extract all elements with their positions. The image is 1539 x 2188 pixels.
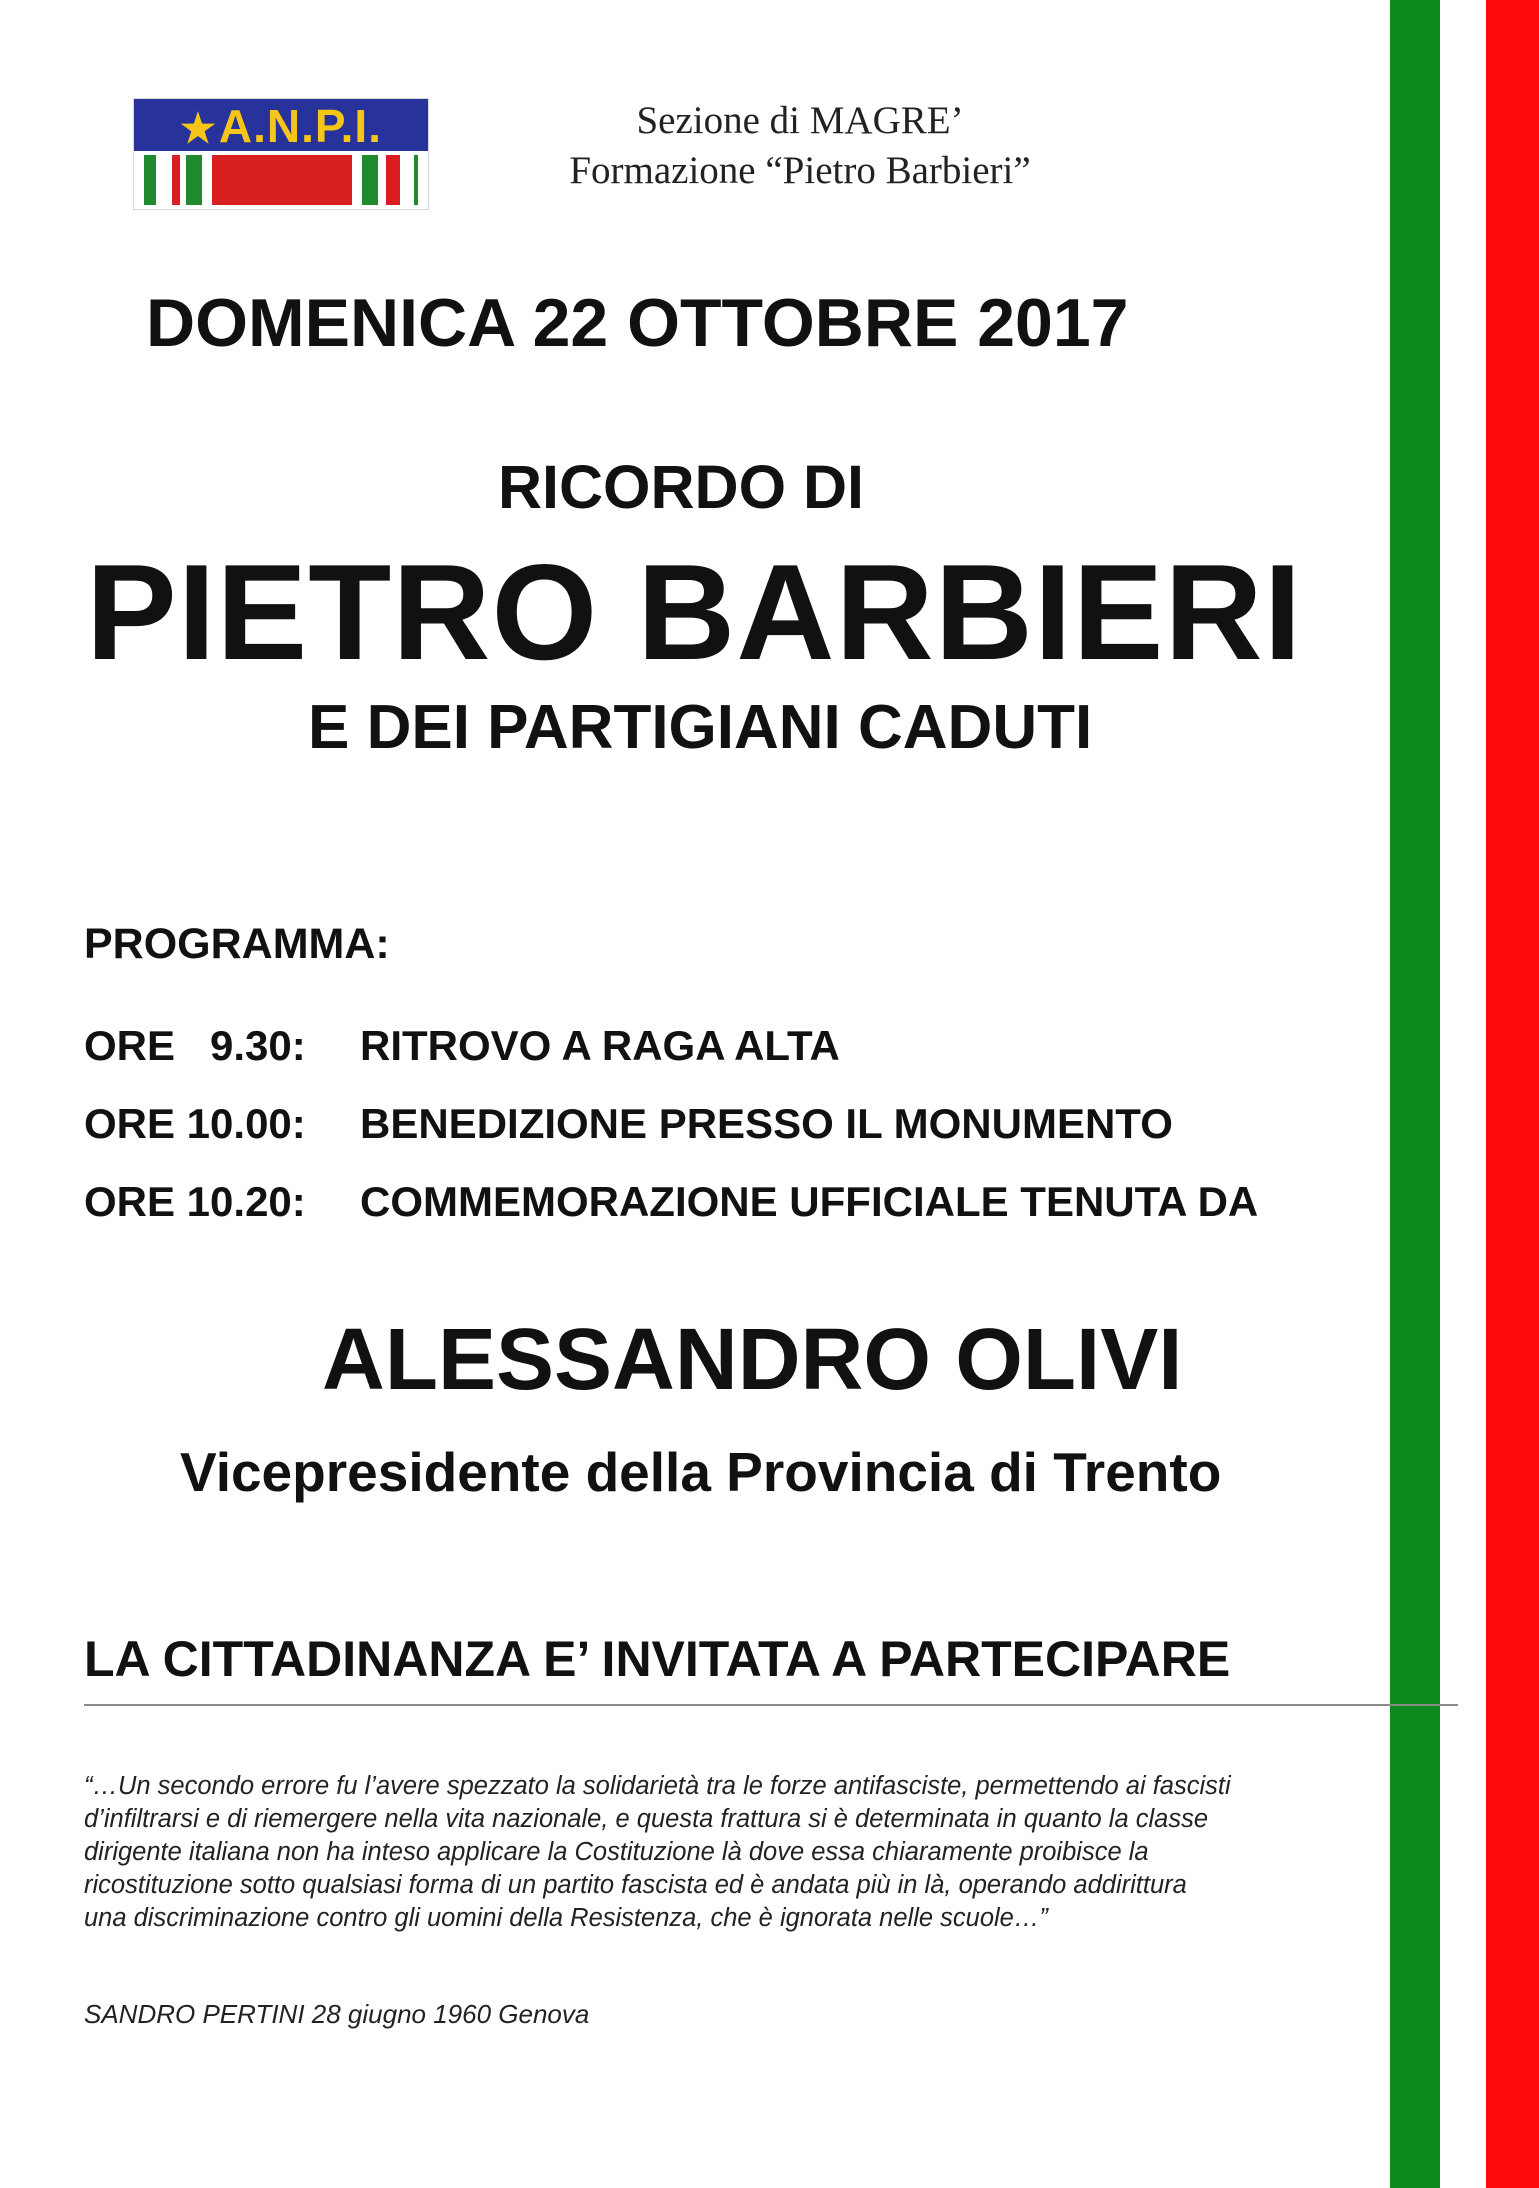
tricolore-red-stripe <box>1486 0 1539 2188</box>
quote-block <box>84 1770 1374 1935</box>
quote-line: d’infiltrarsi e di riemergere nella vita nazionale, e questa frattura si è determinata in quanto la classe <box>84 1805 1209 1833</box>
program-item-time: ORE 9.30: <box>84 1022 306 1069</box>
anpi-logo-label: A.N.P.I. <box>218 100 382 152</box>
quote-line: una discriminazione contro gli uomini della Resistenza, che è ignorata nelle scuole…” <box>84 1904 1048 1932</box>
program-heading: PROGRAMMA: <box>84 920 390 968</box>
quote-line: “…Un secondo errore fu l’avere spezzato la solidarietà tra le forze antifasciste, permettendo ai fascisti <box>84 1772 1231 1800</box>
divider <box>84 1704 1458 1706</box>
star-icon: ★ <box>180 107 217 151</box>
section-name: Sezione di MAGRE’ <box>636 99 964 142</box>
speaker-name: ALESSANDRO OLIVI <box>322 1311 1183 1408</box>
program-item-time: ORE 10.20: <box>84 1178 306 1225</box>
program-item <box>84 1178 1258 1226</box>
formation-name: Formazione “Pietro Barbieri” <box>569 149 1031 192</box>
quote-line: dirigente italiana non ha inteso applicare la Costituzione là dove essa chiaramente proibisce la <box>84 1838 1149 1866</box>
program-item-time: ORE 10.00: <box>84 1100 306 1147</box>
anpi-logo-text <box>134 101 428 151</box>
event-ricordo: RICORDO DI <box>498 453 864 521</box>
invitation-line: LA CITTADINANZA E’ INVITATA A PARTECIPARE <box>84 1631 1231 1687</box>
event-date: DOMENICA 22 OTTOBRE 2017 <box>146 285 1129 361</box>
program-item <box>84 1100 1173 1148</box>
program-item <box>84 1022 840 1070</box>
event-honoree-name: PIETRO BARBIERI <box>86 536 1303 688</box>
program-item-text: COMMEMORAZIONE UFFICIALE TENUTA DA <box>360 1178 1259 1225</box>
event-subtitle: E DEI PARTIGIANI CADUTI <box>308 693 1093 762</box>
program-item-text: RITROVO A RAGA ALTA <box>360 1022 840 1069</box>
tricolore-white-stripe <box>1440 0 1486 2188</box>
quote-attribution: SANDRO PERTINI 28 giugno 1960 Genova <box>84 1999 590 2029</box>
anpi-logo-flag-bars <box>144 155 418 205</box>
anpi-logo <box>133 98 429 210</box>
program-item-text: BENEDIZIONE PRESSO IL MONUMENTO <box>360 1100 1173 1147</box>
tricolore-green-stripe <box>1390 0 1440 2188</box>
speaker-role: Vicepresidente della Provincia di Trento <box>180 1441 1222 1503</box>
quote-line: ricostituzione sotto qualsiasi forma di un partito fascista ed è andata più in là, operando addirittura <box>84 1871 1187 1899</box>
